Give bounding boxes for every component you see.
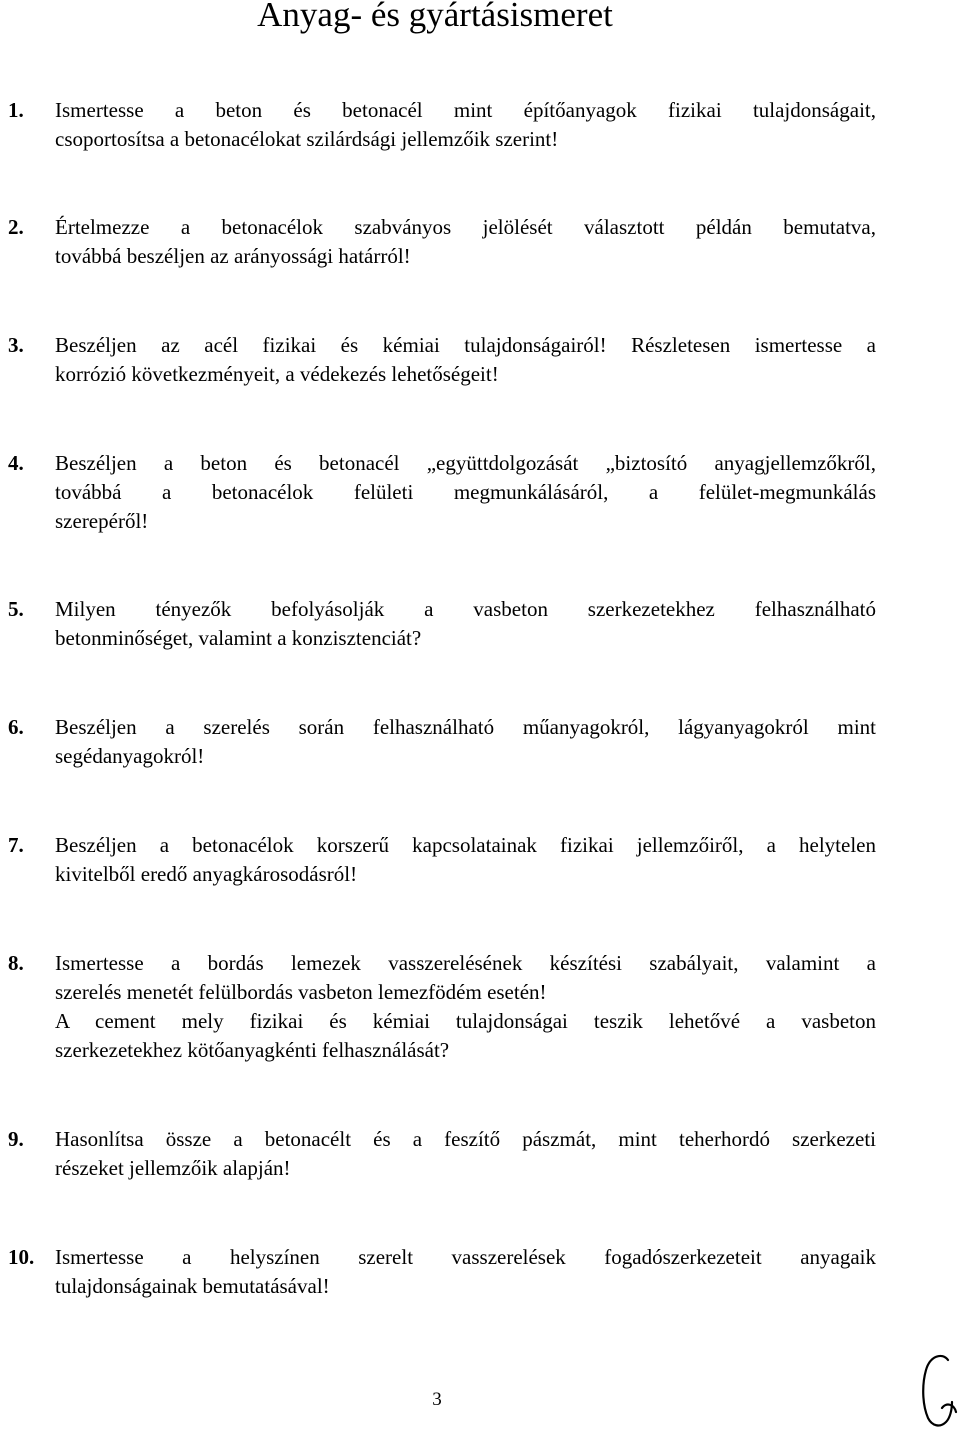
question-item	[0, 713, 876, 771]
question-line: Beszéljen a beton és betonacél „együttdolgozását „biztosító anyagjellemzőkről,	[55, 451, 876, 475]
question-text	[55, 1243, 876, 1301]
question-line: Milyen tényezők befolyásolják a vasbeton szerkezetekhez felhasználható	[55, 597, 876, 621]
question-line: segédanyagokról!	[55, 744, 205, 768]
question-line: szerkezetekhez kötőanyagkénti felhasználását?	[55, 1038, 450, 1062]
question-line: Ismertesse a bordás lemezek vasszerelésének készítési szabályait, valamint a	[55, 951, 876, 975]
question-line: A cement mely fizikai és kémiai tulajdonságai teszik lehetővé a vasbeton	[55, 1009, 876, 1033]
question-line: továbbá a betonacélok felületi megmunkálásáról, a felület-megmunkálás	[55, 480, 876, 504]
question-item	[0, 213, 876, 271]
question-line: Hasonlítsa össze a betonacélt és a feszítő pászmát, mint teherhordó szerkezeti	[55, 1127, 876, 1151]
question-line: továbbá beszéljen az arányossági határról!	[55, 244, 411, 268]
question-item	[0, 449, 876, 536]
page-title: Anyag- és gyártásismeret	[257, 0, 613, 34]
question-item	[0, 96, 876, 154]
question-line: korrózió következményeit, a védekezés lehetőségeit!	[55, 362, 499, 386]
question-text	[55, 831, 876, 889]
question-line: szerelés menetét felülbordás vasbeton lemezfödém esetén!	[55, 980, 547, 1004]
question-line: szerepéről!	[55, 509, 149, 533]
question-line: betonminőséget, valamint a konzisztenciát?	[55, 626, 422, 650]
question-number: 2.	[8, 215, 24, 239]
question-number: 9.	[8, 1127, 24, 1151]
question-number: 8.	[8, 951, 24, 975]
question-text	[55, 331, 876, 389]
question-text	[55, 595, 876, 653]
question-number: 6.	[8, 715, 24, 739]
question-text	[55, 96, 876, 154]
question-line: kivitelből eredő anyagkárosodásról!	[55, 862, 358, 886]
question-text	[55, 449, 876, 536]
question-number: 10.	[8, 1245, 35, 1269]
page-number: 3	[432, 1389, 442, 1410]
question-text	[55, 1125, 876, 1183]
question-text	[55, 213, 876, 271]
question-line: csoportosítsa a betonacélokat szilárdsági jellemzőik szerint!	[55, 127, 559, 151]
question-line: Értelmezze a betonacélok szabványos jelölését választott példán bemutatva,	[55, 215, 876, 239]
question-number: 1.	[8, 98, 24, 122]
question-item	[0, 331, 876, 389]
question-number: 4.	[8, 451, 24, 475]
handwritten-signature	[918, 1352, 958, 1430]
question-line: Beszéljen a szerelés során felhasználható műanyagokról, lágyanyagokról mint	[55, 715, 876, 739]
question-line: részeket jellemzőik alapján!	[55, 1156, 291, 1180]
question-item	[0, 831, 876, 889]
question-line: Beszéljen a betonacélok korszerű kapcsolatainak fizikai jellemzőiről, a helytelen	[55, 833, 876, 857]
question-line: tulajdonságainak bemutatásával!	[55, 1274, 330, 1298]
question-item	[0, 1125, 876, 1183]
question-number: 5.	[8, 597, 24, 621]
question-line: Ismertesse a helyszínen szerelt vasszerelések fogadószerkezeteit anyagaik	[55, 1245, 876, 1269]
question-item	[0, 1243, 876, 1301]
question-line: Beszéljen az acél fizikai és kémiai tulajdonságairól! Részletesen ismertesse a	[55, 333, 876, 357]
question-text	[55, 713, 876, 771]
question-item	[0, 949, 876, 1065]
question-number: 7.	[8, 833, 24, 857]
question-number: 3.	[8, 333, 24, 357]
question-line: Ismertesse a beton és betonacél mint építőanyagok fizikai tulajdonságait,	[55, 98, 876, 122]
question-item	[0, 595, 876, 653]
question-text	[55, 949, 876, 1065]
